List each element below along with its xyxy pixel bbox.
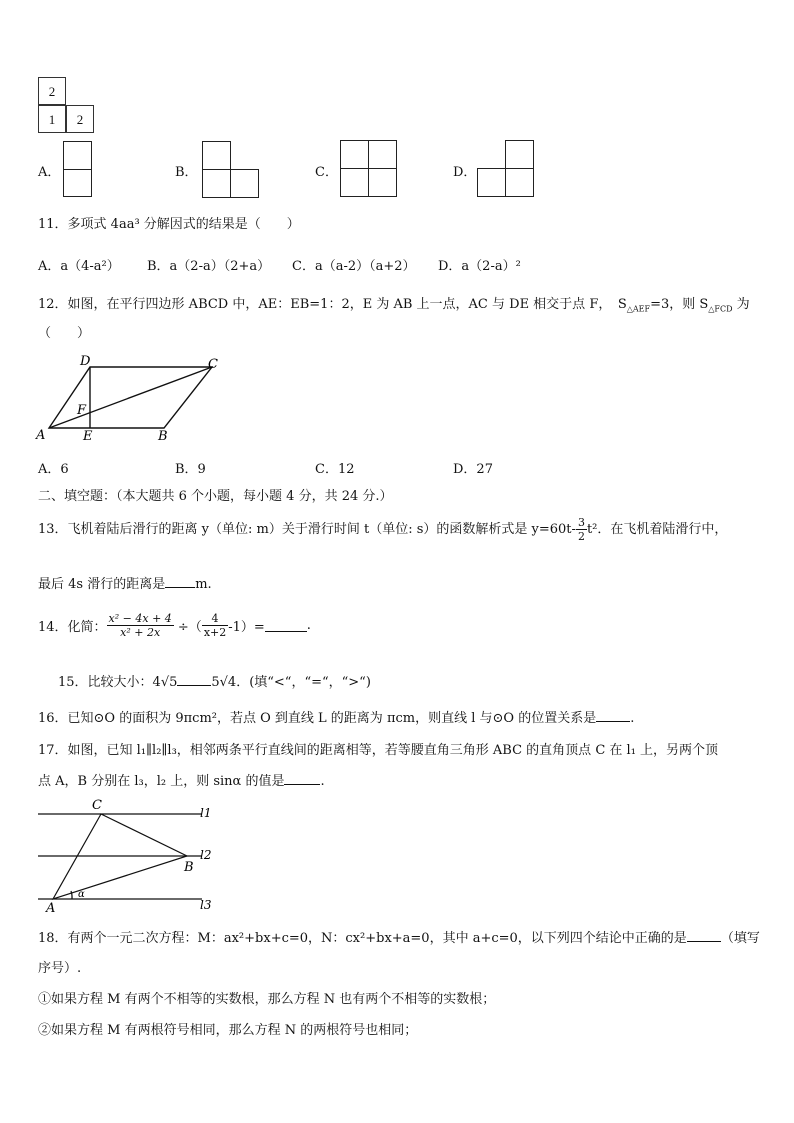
q10-option-b-label: B． (175, 165, 198, 180)
q11-option-d: D．a（2-a）² (438, 259, 521, 274)
q14-line: 14．化简： $\frac{\text{x² − 4x + 4}}{\text{x² + 2x}}$ ÷（ $\frac{4}{x+2}$ -1）= . (38, 612, 311, 639)
q14-fraction2: $\frac{4}{x+2}$ (203, 612, 227, 639)
answer-blank (284, 772, 320, 785)
q18-line2: 序号）. (38, 961, 82, 976)
answer-blank (265, 619, 307, 632)
cell-bottom-left: 1 (38, 105, 66, 133)
q14-fraction1: $\frac{\text{x² − 4x + 4}}{\text{x² + 2x}}$ (108, 612, 172, 639)
q12-option-a: A．6 (38, 462, 69, 477)
label-c: C (208, 357, 218, 372)
q10-option-c-shape (340, 140, 398, 198)
label-l1: l1 (200, 806, 212, 820)
label-a: A (46, 901, 56, 916)
q13-line1: 13．飞机着陆后滑行的距离 y（单位: m）关于滑行时间 t（单位: s）的函数解析式是 y=60t- $\frac{3}{2}$ t²．在飞机着陆滑行中， (38, 516, 728, 543)
q12-option-d: D．27 (453, 462, 493, 477)
label-l3: l3 (200, 898, 212, 912)
label-alpha: α (78, 889, 85, 900)
answer-blank (596, 709, 630, 722)
q16-line: 16．已知⊙O 的面积为 9πcm²，若点 O 到直线 L 的距离为 πcm，则直线 l 与⊙O 的位置关系是 . (38, 711, 635, 726)
label-e: E (83, 429, 93, 444)
answer-blank (687, 929, 721, 942)
q15-line: 15．比较大小：4√5 5√4．(填“<“，“=“，“>“) (58, 675, 371, 690)
q17-line1: 17．如图，已知 l₁∥l₂∥l₃，相邻两条平行直线间的距离相等，若等腰直角三角形 ABC 的直角顶点 C 在 l₁ 上，另两个顶 (38, 743, 719, 758)
q10-option-c-label: C． (315, 165, 338, 180)
label-c: C (92, 798, 102, 813)
q11-option-c: C．a（a-2）（a+2） (292, 259, 416, 274)
q13-fraction: $\frac{3}{2}$ (577, 516, 585, 543)
answer-blank (177, 673, 211, 686)
cell-bottom-right: 2 (66, 105, 94, 133)
label-a: A (36, 428, 46, 443)
q10-option-a-shape (63, 141, 93, 197)
q10-option-d-label: D． (453, 165, 477, 180)
q11-option-a: A．a（4-a²） (38, 259, 120, 274)
parallelogram-figure (34, 352, 224, 444)
label-l2: l2 (200, 848, 212, 862)
q12-paren: （ ） (38, 326, 91, 341)
q12-option-c: C．12 (315, 462, 355, 477)
q10-option-b-shape (202, 141, 260, 199)
answer-blank (165, 575, 195, 588)
cell-top: 2 (38, 77, 66, 105)
q18-item2: ②如果方程 M 有两根符号相同，那么方程 N 的两根符号也相同； (38, 1023, 418, 1038)
q10-option-a-label: A． (38, 165, 61, 180)
q18-line1: 18．有两个一元二次方程：M：ax²+bx+c=0，N：cx²+bx+a=0，其中 a+c=0，以下列四个结论中正确的是 （填写 (38, 931, 760, 946)
q12-stem: 12．如图，在平行四边形 ABCD 中，AE：EB=1：2，E 为 AB 上一点，AC 与 DE 相交于点 F， $S_{\triangle AEF}=3$，则 $S_{\triangle FCD}$ 为 (38, 297, 750, 314)
top-view-figure (38, 77, 98, 135)
q13-line2: 最后 4s 滑行的距离是 m. (38, 577, 212, 592)
section-heading: 二、填空题：（本大题共 6 个小题，每小题 4 分，共 24 分.） (38, 489, 393, 504)
q10-option-d-shape (477, 140, 535, 198)
q12-option-b: B．9 (175, 462, 206, 477)
q18-item1: ①如果方程 M 有两个不相等的实数根，那么方程 N 也有两个不相等的实数根； (38, 992, 496, 1007)
label-b: B (158, 429, 168, 444)
q11-stem: 11．多项式 4aa³ 分解因式的结果是（ ） (38, 217, 300, 232)
parallel-lines-figure (34, 798, 220, 916)
q11-option-b: B．a（2-a）（2+a） (147, 259, 271, 274)
q17-line2: 点 A，B 分别在 l₃，l₂ 上，则 sinα 的值是 . (38, 774, 325, 789)
label-f: F (77, 403, 87, 418)
label-b: B (184, 860, 194, 875)
label-d: D (80, 354, 91, 369)
